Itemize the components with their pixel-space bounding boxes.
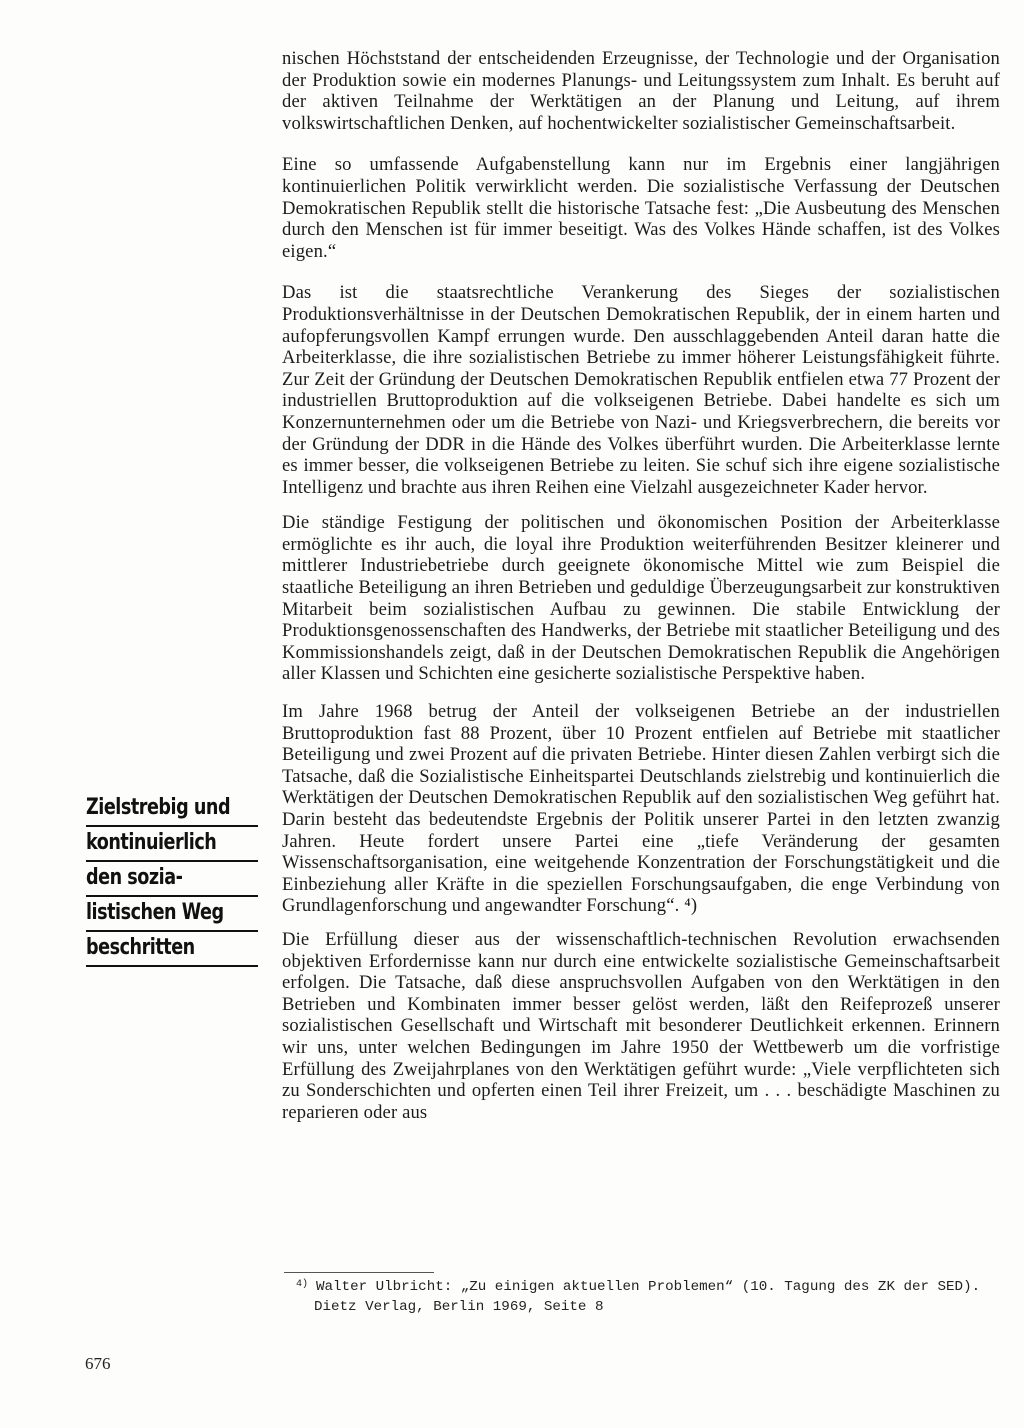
paragraph-3: Das ist die staatsrechtliche Verankerung des Sieges der sozialistischen Produktionsverhältnisse in der Deutschen Demokratischen Republik, der in einem harten und aufopferungsvollen Kampf errungen wurde. Den ausschlaggebenden Anteil daran hatte die Arbeiterklasse, die ihre sozialistischen Betriebe zu immer höherer Leistungsfähigkeit führte. Zur Zeit der Gründung der Deutschen Demokratischen Republik entfielen etwa 77 Prozent der industriellen Bruttoproduktion auf die volkseigenen Betriebe. Dabei handelte es sich um Konzernunternehmen oder um die Betriebe von Nazi- und Kriegsverbrechern, die bereits vor der Gründung der DDR in die Hände des Volkes überführt wurden. Die Arbeiterklasse lernte es immer besser, die volkseigenen Betriebe zu leiten. Sie schuf sich ihre eigene sozialistische Intelligenz und brachte aus ihren Reihen eine Vielzahl ausgezeichneter Kader hervor. [282,282,1000,498]
paragraph-6: Die Erfüllung dieser aus der wissenschaftlich-technischen Revolution erwachsenden objektiven Erfordernisse kann nur durch eine entwickelte sozialistische Gemeinschaftsarbeit erfolgen. Die Tatsache, daß diese anspruchsvollen Aufgaben von den Werktätigen in den Betrieben und Kombinaten immer besser gelöst werden, läßt den Reifeprozeß unserer sozialistischen Gesellschaft und Wirtschaft mit besonderer Deutlichkeit erkennen. Erinnern wir uns, unter welchen Bedingungen im Jahre 1950 der Wettbewerb um die vorfristige Erfüllung des Zweijahrplanes von den Werktätigen geführt wurde: „Viele verpflichteten sich zu Sonderschichten und opferten einen Teil ihrer Freizeit, um . . . beschädigte Maschinen zu reparieren oder aus [282,928,1000,1123]
footnote [296,1278,1006,1316]
paragraph-1: nischen Höchststand der entscheidenden Erzeugnisse, der Technologie und der Organisation der Produktion sowie ein modernes Planungs- und Leitungssystem zum Inhalt. Es beruht auf der aktiven Teilnahme der Werktätigen an der Planung und Leitung, auf ihrem volkswirtschaftlichen Denken, auf hochentwickelter sozialistischer Gemeinschaftsarbeit. [282,48,1000,134]
paragraph-4: Die ständige Festigung der politischen und ökonomischen Position der Arbeiterklasse ermöglichte es ihr auch, die loyal ihre Produktion weiterführenden Besitzer kleinerer und mittlerer Industriebetriebe durch geeignete ökonomische Mittel wie zum Beispiel die staatliche Beteiligung an ihren Betrieben und geduldige Überzeugungsarbeit zur konstruktiven Mitarbeit beim sozialistischen Aufbau zu gewinnen. Die stabile Entwicklung der Produktionsgenossenschaften des Handwerks, der Betriebe mit staatlicher Beteiligung und des Kommissionshandels zeigt, daß in der Deutschen Demokratischen Republik die Angehörigen aller Klassen und Schichten eine gesicherte sozialistische Perspektive haben. [282,512,1000,685]
margin-heading-rule [86,860,258,862]
margin-heading-line-4: listischen Weg [86,900,224,925]
margin-heading-line-5: beschritten [86,935,195,960]
footnote-line-2: Dietz Verlag, Berlin 1969, Seite 8 [314,1299,604,1315]
margin-heading-rule [86,965,258,967]
paragraph-2: Eine so umfassende Aufgabenstellung kann nur im Ergebnis einer langjährigen kontinuierlichen Politik verwirklicht werden. Die sozialistische Verfassung der Deutschen Demokratischen Republik stellt die historische Tatsache fest: „Die Ausbeutung des Menschen durch den Menschen ist für immer beseitigt. Was des Volkes Hände schaffen, ist des Volkes eigen.“ [282,154,1000,262]
footnote-divider [284,1272,434,1273]
margin-heading-rule [86,825,258,827]
margin-heading-rule [86,895,258,897]
footnote-line-1: Walter Ulbricht: „Zu einigen aktuellen Problemen“ (10. Tagung des ZK der SED). [316,1279,981,1295]
page-number: 676 [85,1354,111,1373]
margin-heading-rule [86,930,258,932]
margin-heading-line-2: kontinuierlich [86,830,217,855]
footnote-marker: 4) [296,1279,309,1290]
main-text-column [282,48,1000,1129]
margin-heading [86,796,262,971]
margin-heading-line-3: den sozia- [86,865,183,890]
paragraph-5: Im Jahre 1968 betrug der Anteil der volkseigenen Betriebe an der industriellen Bruttoproduktion fast 88 Prozent, über 10 Prozent entfielen auf Betriebe mit staatlicher Beteiligung und zwei Prozent auf die privaten Betriebe. Hinter diesen Zahlen verbirgt sich die Tatsache, daß die Sozialistische Einheitspartei Deutschlands zielstrebig und kontinuierlich die Werktätigen der Deutschen Demokratischen Republik auf den sozialistischen Weg geführt hat. Darin besteht das bedeutendste Ergebnis der Politik unserer Partei in den letzten zwanzig Jahren. Heute fordert unsere Partei eine „tiefe Veränderung der gesamten Wissenschaftsorganisation, eine weitgehende Konzentration der Forschungstätigkeit und die Einbeziehung aller Kräfte in die speziellen Forschungsaufgaben, die enge Verbindung von Grundlagenforschung und angewandter Forschung“. ⁴) [282,701,1000,917]
margin-heading-line-1: Zielstrebig und [86,795,231,820]
